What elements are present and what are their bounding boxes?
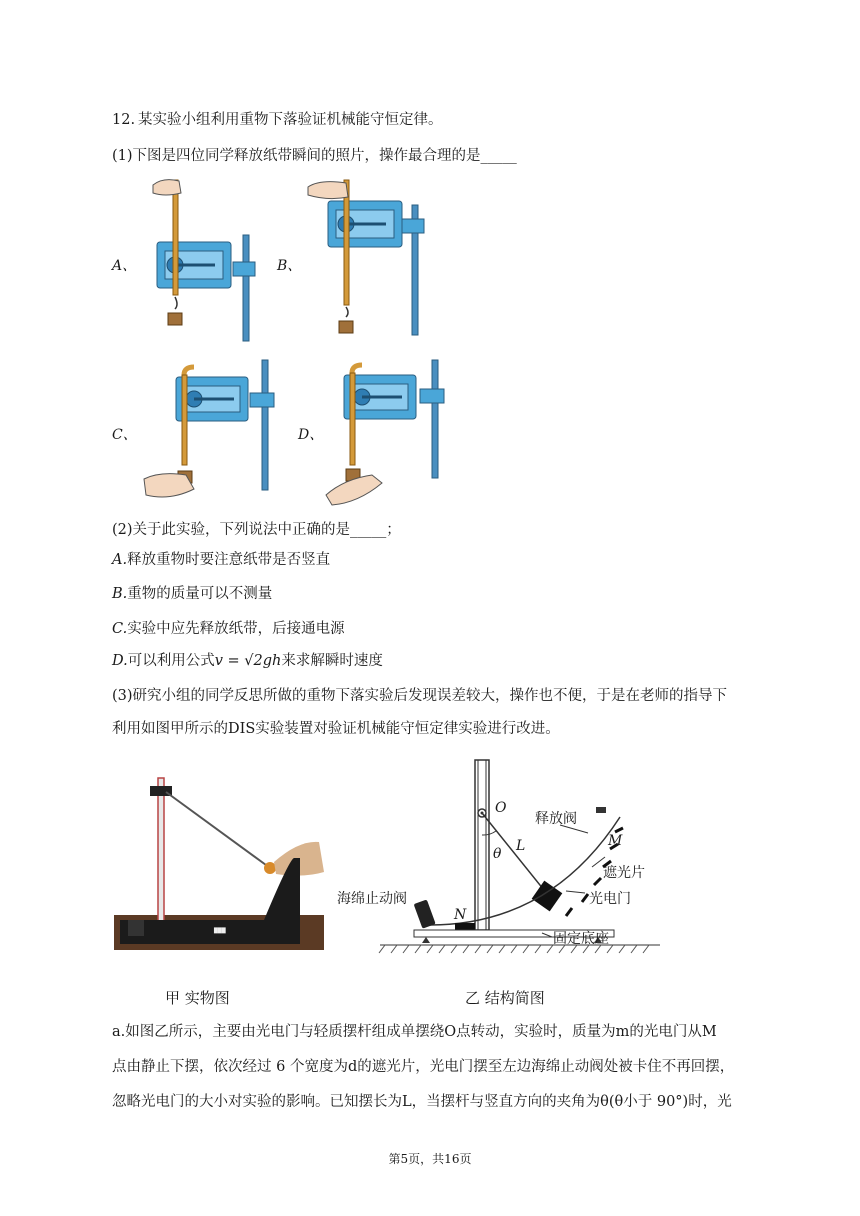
label-o: O (495, 800, 507, 816)
choice-b-text: 重物的质量可以不测量 (127, 586, 273, 602)
choice-b (112, 584, 272, 604)
choice-d-letter: D. (112, 653, 128, 669)
part3-line2: 利用如图甲所示的DIS实验装置对验证机械能守恒定律实验进行改进。 (112, 721, 560, 737)
choice-d-text-before: 可以利用公式 (127, 653, 215, 669)
part-a-line3: 忽略光电门的大小对实验的影响。已知摆长为L，当摆杆与竖直方向的夹角为θ(θ小于 90°)时，光 (112, 1094, 732, 1110)
choice-c (112, 619, 345, 639)
option-label-a: A、 (112, 258, 137, 274)
choice-c-text: 实验中应先释放纸带，后接通电源 (127, 621, 345, 637)
choice-d (112, 651, 383, 671)
option-label-d: D、 (298, 427, 324, 443)
label-n: N (454, 907, 467, 923)
choice-a-text: 释放重物时要注意纸带是否竖直 (127, 552, 331, 568)
svg-text:███: ███ (214, 928, 226, 934)
choice-c-letter: C. (112, 621, 128, 637)
label-shading-plate: 遮光片 (603, 865, 645, 881)
part-a-line1: a.如图乙所示，主要由光电门与轻质摆杆组成单摆绕O点转动，实验时，质量为m的光电门从M (112, 1024, 717, 1040)
option-b-figure (300, 175, 440, 345)
question-number: 12. (112, 112, 136, 128)
choice-a-letter: A. (112, 552, 128, 568)
question-stem: 某实验小组利用重物下落验证机械能守恒定律。 (138, 112, 443, 128)
part-a-line2: 点由静止下摆，依次经过 6 个宽度为d的遮光片，光电门摆至左边海绵止动阀处被卡住不再回摆， (112, 1059, 735, 1075)
choice-d-formula: v = √2gh (214, 653, 282, 669)
choice-b-letter: B. (112, 586, 128, 602)
part2-text: (2)关于此实验，下列说法中正确的是_____； (112, 522, 401, 538)
option-label-b: B、 (277, 258, 302, 274)
label-theta: θ (493, 846, 502, 862)
label-l: L (516, 838, 526, 854)
label-sponge-stop: 海绵止动阀 (337, 891, 407, 907)
caption-right: 乙 结构简图 (465, 989, 545, 1007)
choice-d-text-after: 来求解瞬时速度 (281, 653, 383, 669)
apparatus-photo (114, 770, 324, 950)
option-d-figure (322, 355, 462, 510)
caption-left: 甲 实物图 (165, 989, 230, 1007)
part1-text: (1)下图是四位同学释放纸带瞬间的照片，操作最合理的是_____ (112, 148, 517, 164)
label-photogate: 光电门 (589, 891, 631, 907)
label-fixed-base: 固定底座 (553, 931, 609, 947)
part3-line1: (3)研究小组的同学反思所做的重物下落实验后发现误差较大，操作也不便，于是在老师的指导下 (112, 688, 728, 704)
page-footer: 第5页，共16页 (388, 1152, 472, 1166)
label-m: M (608, 833, 623, 849)
option-label-c: C、 (112, 427, 137, 443)
label-release-valve: 释放阀 (535, 811, 577, 827)
option-c-figure (140, 355, 280, 505)
choice-a (112, 550, 330, 570)
option-a-figure (135, 175, 270, 345)
